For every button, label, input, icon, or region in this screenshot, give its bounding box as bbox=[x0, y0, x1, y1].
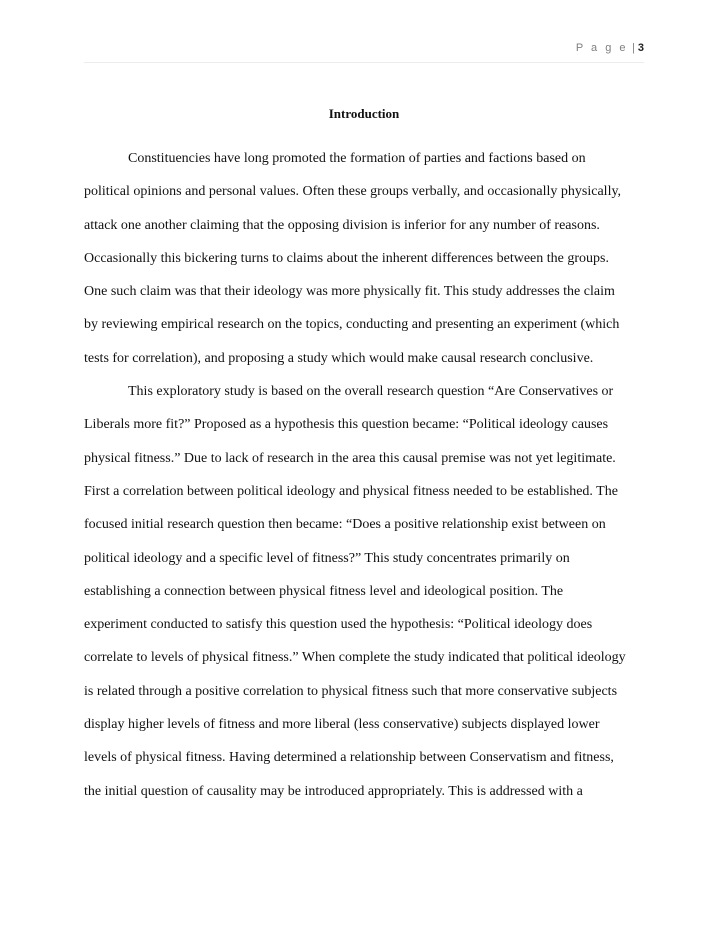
text-line: attack one another claiming that the opposing division is inferior for any number of reasons. bbox=[84, 217, 600, 233]
header-divider bbox=[84, 62, 644, 63]
text-line: tests for correlation), and proposing a study which would make causal research conclusive. bbox=[84, 350, 594, 366]
page-separator: | bbox=[632, 42, 635, 54]
page-number: 3 bbox=[637, 42, 644, 54]
text-line: political opinions and personal values. Often these groups verbally, and occasionally physically, bbox=[84, 184, 622, 200]
text-line: Constituencies have long promoted the formation of parties and factions based on bbox=[128, 151, 586, 166]
text-line: levels of physical fitness. Having determined a relationship between Conservatism and fitness, bbox=[84, 750, 614, 766]
section-title: Introduction bbox=[328, 106, 400, 121]
page-header bbox=[576, 42, 644, 54]
text-line: focused initial research question then became: “Does a positive relationship exist between on bbox=[84, 517, 606, 533]
text-line: display higher levels of fitness and more liberal (less conservative) subjects displayed lower bbox=[84, 717, 600, 733]
text-line: establishing a connection between physical fitness level and ideological position. The bbox=[84, 583, 564, 599]
text-line: the initial question of causality may be introduced appropriately. This is addressed with a bbox=[84, 783, 583, 799]
text-line: experiment conducted to satisfy this question used the hypothesis: “Political ideology does bbox=[84, 617, 593, 633]
text-line: correlate to levels of physical fitness.” When complete the study indicated that political ideology bbox=[84, 650, 626, 666]
text-line: is related through a positive correlation to physical fitness such that more conservative subjects bbox=[84, 683, 618, 699]
body-text bbox=[84, 142, 646, 808]
text-line: political ideology and a specific level of fitness?” This study concentrates primarily on bbox=[84, 550, 570, 566]
text-line: This exploratory study is based on the overall research question “Are Conservatives or bbox=[128, 384, 614, 400]
text-line: Occasionally this bickering turns to claims about the inherent differences between the groups. bbox=[84, 250, 609, 266]
text-line: Liberals more fit?” Proposed as a hypothesis this question became: “Political ideology causes bbox=[84, 417, 609, 433]
page-label: P a g e bbox=[575, 42, 629, 54]
text-line: One such claim was that their ideology was more physically fit. This study addresses the claim bbox=[84, 284, 615, 300]
text-line: by reviewing empirical research on the topics, conducting and presenting an experiment (which bbox=[84, 317, 620, 333]
text-line: physical fitness.” Due to lack of research in the area this causal premise was not yet legitimate. bbox=[84, 450, 616, 466]
text-line: First a correlation between political ideology and physical fitness needed to be established. The bbox=[84, 483, 618, 499]
